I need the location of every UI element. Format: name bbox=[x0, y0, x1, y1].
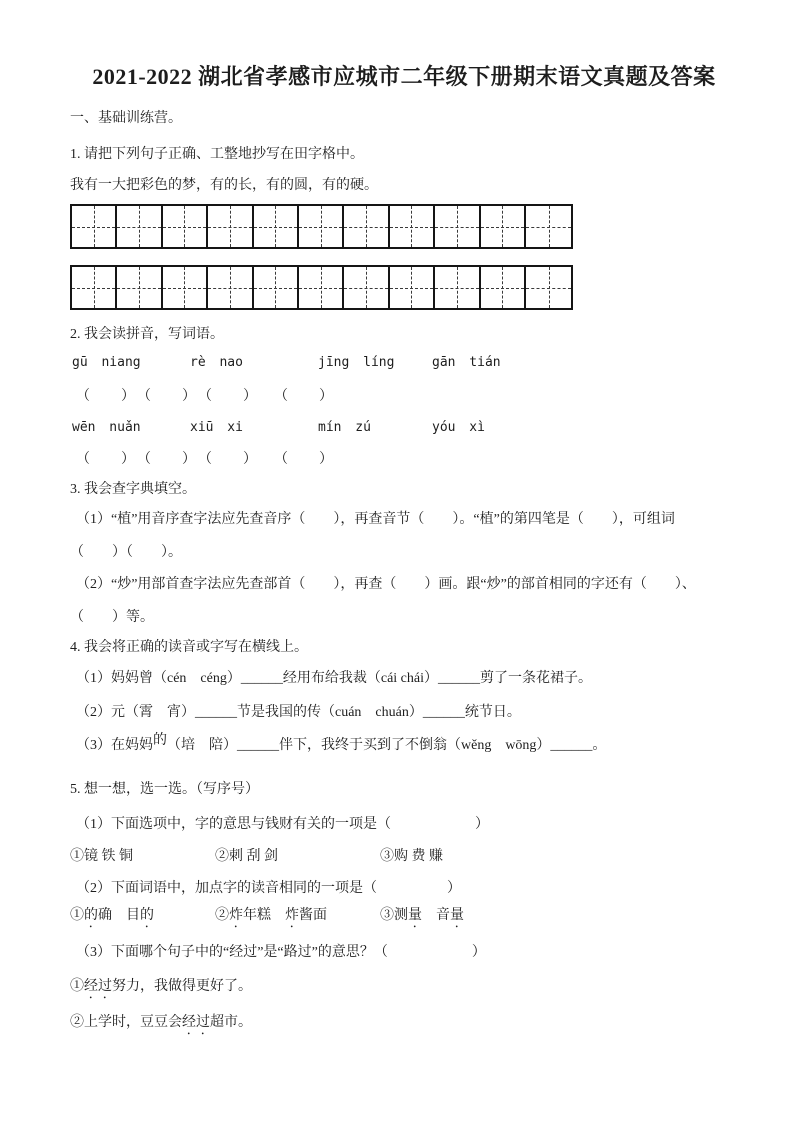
dotted-char: 量 bbox=[408, 908, 422, 923]
option-text: ① bbox=[70, 908, 84, 923]
dotted-char: 量 bbox=[450, 908, 464, 923]
q5-option: ③购 费 赚 bbox=[380, 849, 443, 864]
q4-sub1: （1）妈妈曾（cén céng）______经用布给我裁（cái chái）______剪了一条花裙子。 bbox=[76, 671, 592, 686]
tianzige-cell bbox=[254, 267, 299, 308]
pinyin-word: jīng líng bbox=[318, 355, 395, 370]
tianzige-cell bbox=[481, 206, 526, 247]
tianzige-cell bbox=[72, 267, 117, 308]
q5-sentence-1 bbox=[70, 976, 738, 1002]
tianzige-cell bbox=[390, 206, 435, 247]
question-3-prompt: 3. 我会查字典填空。 bbox=[70, 482, 196, 497]
q5-option bbox=[70, 905, 215, 931]
tianzige-cell bbox=[344, 267, 389, 308]
q5-sentence-2 bbox=[70, 1012, 738, 1038]
copy-sentence: 我有一大把彩色的梦，有的长，有的圆，有的硬。 bbox=[70, 178, 378, 193]
q4-sub3-text-rest: （培 陪）______伴下，我终于买到了不倒翁（wěng wōng）______。 bbox=[167, 738, 607, 753]
q3-sub2-line2: （ ）等。 bbox=[70, 610, 154, 625]
tianzige-cell bbox=[208, 267, 253, 308]
pinyin-word: gū niang bbox=[72, 355, 141, 370]
tianzige-cell bbox=[481, 267, 526, 308]
q5-sub2: （2）下面词语中，加点字的读音相同的一项是（ ） bbox=[76, 881, 461, 896]
tianzige-cell bbox=[299, 267, 344, 308]
bracket-row-1: （ ） （ ） （ ） （ ） bbox=[76, 389, 334, 404]
pinyin-row-2 bbox=[70, 418, 738, 438]
doc-title: 2021-2022 湖北省孝感市应城市二年级下册期末语文真题及答案 bbox=[92, 64, 716, 89]
q3-sub2-line1: （2）“炒”用部首查字法应先查部首（ ），再查（ ）画。跟“炒”的部首相同的字还有（ ）、 bbox=[76, 577, 696, 592]
tianzige-row-1 bbox=[70, 204, 573, 249]
q4-sub3-text: （3）在妈妈 bbox=[76, 738, 153, 753]
q5-sub2-options bbox=[70, 905, 738, 931]
tianzige-cell bbox=[254, 206, 299, 247]
question-5-prompt: 5. 想一想，选一选。（写序号） bbox=[70, 782, 259, 797]
tianzige-cell bbox=[344, 206, 389, 247]
dotted-char: 的 bbox=[140, 908, 154, 923]
dotted-char: 的 bbox=[84, 908, 98, 923]
q4-sub2: （2）元（霄 宵）______节是我国的传（cuán chuán）______统节日。 bbox=[76, 705, 521, 720]
section-heading: 一、基础训练营。 bbox=[70, 111, 182, 126]
q5-option: ②刺 刮 剑 bbox=[215, 849, 278, 864]
pinyin-word: rè nao bbox=[190, 355, 243, 370]
option-text: 确 目 bbox=[98, 908, 140, 923]
pinyin-word: gān tián bbox=[432, 355, 501, 370]
tianzige-cell bbox=[526, 206, 571, 247]
tianzige-cell bbox=[117, 267, 162, 308]
sentence-text: 努力，我做得更好了。 bbox=[112, 979, 252, 994]
pinyin-word: mín zú bbox=[318, 420, 371, 435]
q3-sub1-line1: （1）“植”用音序查字法应先查音序（ ），再查音节（ ）。“植”的第四笔是（ ），可组词 bbox=[76, 512, 675, 527]
sentence-text: 超市。 bbox=[210, 1015, 252, 1030]
tianzige-cell bbox=[163, 206, 208, 247]
tianzige-row-2 bbox=[70, 265, 573, 310]
option-text: 年糕 bbox=[243, 908, 285, 923]
bracket-row-2: （ ） （ ） （ ） （ ） bbox=[76, 452, 334, 467]
option-text: 音 bbox=[422, 908, 450, 923]
question-4-prompt: 4. 我会将正确的读音或字写在横线上。 bbox=[70, 640, 308, 655]
tianzige-cell bbox=[72, 206, 117, 247]
dotted-char: 炸 bbox=[229, 908, 243, 923]
option-text: ② bbox=[215, 908, 229, 923]
q4-sub3-raised-char: 的 bbox=[153, 733, 167, 748]
pinyin-row-1 bbox=[70, 353, 738, 373]
option-text: ③测 bbox=[380, 908, 408, 923]
q5-option: ①镜 铁 铜 bbox=[70, 849, 133, 864]
option-text: 酱面 bbox=[299, 908, 327, 923]
tianzige-cell bbox=[435, 267, 480, 308]
q5-sub1: （1）下面选项中，字的意思与钱财有关的一项是（ ） bbox=[76, 817, 489, 832]
question-1-prompt: 1. 请把下列句子正确、工整地抄写在田字格中。 bbox=[70, 147, 364, 162]
pinyin-word: wēn nuǎn bbox=[72, 420, 141, 435]
question-2-prompt: 2. 我会读拼音，写词语。 bbox=[70, 327, 224, 342]
pinyin-word: xiū xi bbox=[190, 420, 243, 435]
dotted-char: 炸 bbox=[285, 908, 299, 923]
tianzige-cell bbox=[299, 206, 344, 247]
sentence-text: ① bbox=[70, 979, 84, 994]
tianzige-cell bbox=[435, 206, 480, 247]
q4-sub3 bbox=[70, 735, 738, 756]
tianzige-cell bbox=[208, 206, 253, 247]
tianzige-cell bbox=[526, 267, 571, 308]
pinyin-word: yóu xì bbox=[432, 420, 485, 435]
tianzige-cell bbox=[117, 206, 162, 247]
q5-sub3: （3）下面哪个句子中的“经过”是“路过”的意思？（ ） bbox=[76, 945, 486, 960]
dotted-word: 经过 bbox=[182, 1015, 210, 1030]
sentence-text: ②上学时，豆豆会 bbox=[70, 1015, 182, 1030]
q5-sub1-options bbox=[70, 846, 738, 867]
dotted-word: 经过 bbox=[84, 979, 112, 994]
q3-sub1-line2: （ ）（ ）。 bbox=[70, 545, 182, 560]
q5-option bbox=[380, 905, 738, 931]
tianzige-cell bbox=[390, 267, 435, 308]
tianzige-cell bbox=[163, 267, 208, 308]
q5-option bbox=[215, 905, 380, 931]
